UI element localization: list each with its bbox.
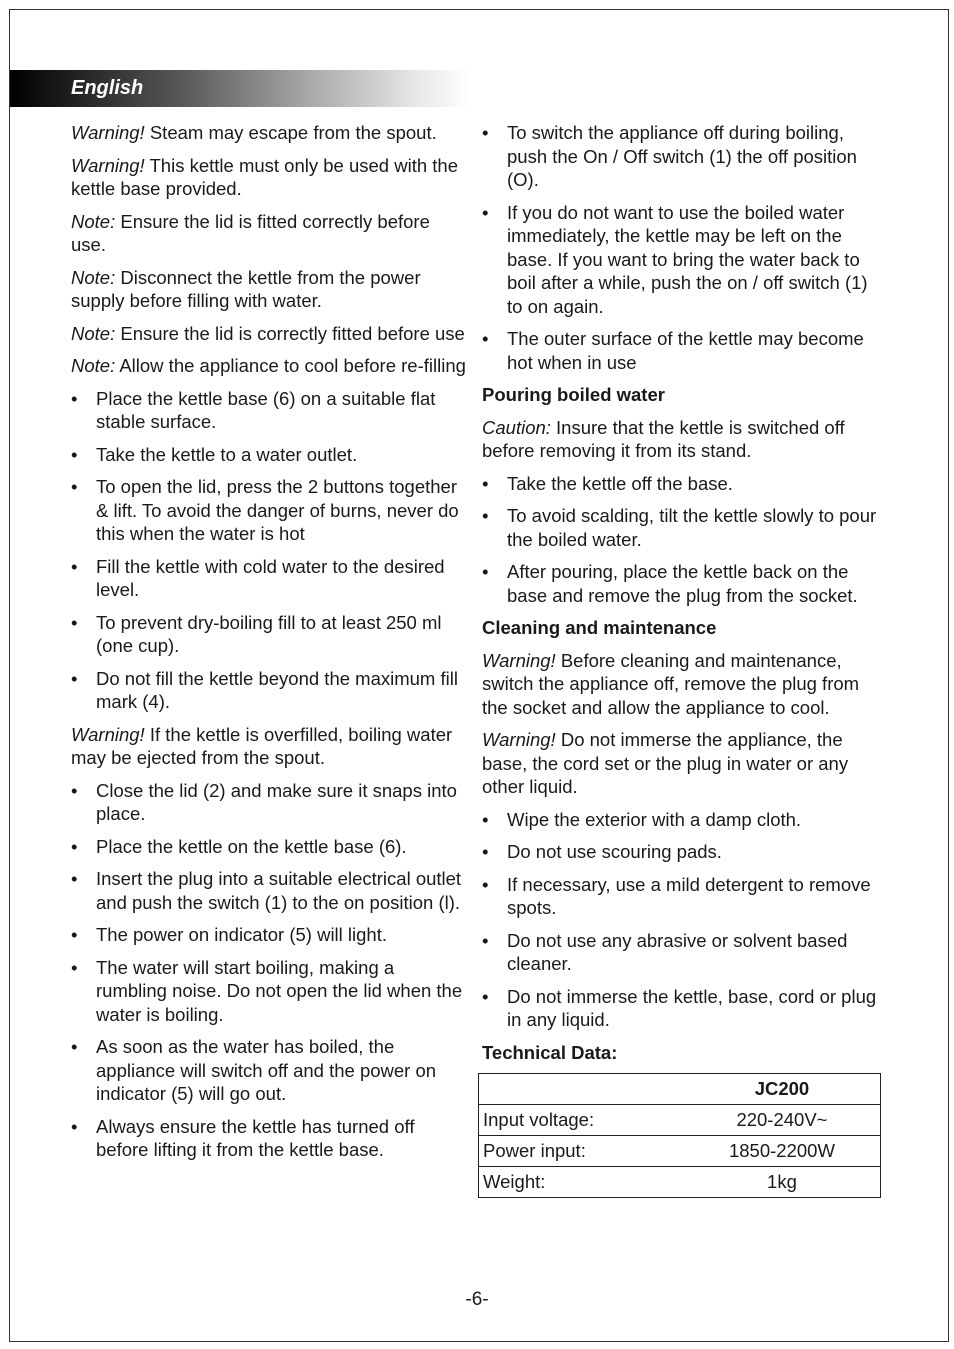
table-cell-value: 1850-2200W	[684, 1136, 881, 1167]
left-notes-1	[71, 121, 466, 378]
cleaning-warning: Warning! Before cleaning and maintenance, switch the appliance off, remove the plug from the socket and allow the appliance to cool.	[482, 649, 860, 718]
technical-data-heading: Technical Data:	[482, 1041, 618, 1063]
list-item: • To switch the appliance off during boiling, push the On / Off switch (1) the off position (O).	[482, 121, 887, 192]
table-cell-label: Weight:	[479, 1167, 684, 1198]
table-cell-label: Power input:	[479, 1136, 684, 1167]
list-item: • Place the kettle on the kettle base (6).	[71, 835, 466, 859]
list-item: • Close the lid (2) and make sure it snaps into place.	[71, 779, 466, 826]
list-item: • If you do not want to use the boiled water immediately, the kettle may be left on the base. If you want to bring the water back to boil after a while, push the on / off switch (1) to on again.	[482, 201, 887, 319]
table-row	[479, 1136, 881, 1167]
list-item: • Fill the kettle with cold water to the desired level.	[71, 555, 466, 602]
list-item: • To open the lid, press the 2 buttons together & lift. To avoid the danger of burns, never do this when the water is hot	[71, 475, 466, 546]
table-cell-label: Input voltage:	[479, 1105, 684, 1136]
table-header-empty	[479, 1074, 684, 1105]
caution-paragraph: Caution: Insure that the kettle is switched off before removing it from its stand.	[482, 416, 845, 461]
list-item: • Insert the plug into a suitable electrical outlet and push the switch (1) to the on position (l).	[71, 867, 466, 914]
page-number: -6-	[465, 1289, 489, 1310]
list-item: • Take the kettle to a water outlet.	[71, 443, 466, 467]
left-bullet-list-1	[71, 387, 466, 714]
note-paragraph: Warning! This kettle must only be used with the kettle base provided.	[71, 154, 458, 199]
list-item: • The power on indicator (5) will light.	[71, 923, 466, 947]
table-row	[479, 1105, 881, 1136]
list-item: • The water will start boiling, making a rumbling noise. Do not open the lid when the water is boiling.	[71, 956, 466, 1027]
list-item: • Wipe the exterior with a damp cloth.	[482, 808, 887, 832]
cleaning-bullet-list	[482, 808, 887, 1032]
pouring-heading: Pouring boiled water	[482, 384, 665, 405]
list-item: • Do not fill the kettle beyond the maximum fill mark (4).	[71, 667, 466, 714]
language-header-bar	[10, 70, 470, 107]
note-paragraph: Note: Allow the appliance to cool before re-filling	[71, 355, 466, 376]
left-bullet-list-2	[71, 779, 466, 1162]
table-row	[479, 1167, 881, 1198]
list-item: • Take the kettle off the base.	[482, 472, 887, 496]
list-item: • Do not immerse the kettle, base, cord or plug in any liquid.	[482, 985, 887, 1032]
table-header-model: JC200	[684, 1074, 881, 1105]
table-header-row	[479, 1074, 881, 1105]
list-item: • To prevent dry-boiling fill to at least 250 ml (one cup).	[71, 611, 466, 658]
note-paragraph: Note: Ensure the lid is correctly fitted before use	[71, 322, 465, 344]
note-paragraph: Warning! Steam may escape from the spout.	[71, 122, 437, 143]
left-column	[71, 121, 466, 1171]
note-paragraph: Note: Disconnect the kettle from the power supply before filling with water.	[71, 266, 421, 311]
list-item: • The outer surface of the kettle may become hot when in use	[482, 327, 887, 374]
cleaning-heading: Cleaning and maintenance	[482, 617, 717, 638]
list-item: • Do not use scouring pads.	[482, 840, 887, 864]
list-item: • Always ensure the kettle has turned off before lifting it from the kettle base.	[71, 1115, 466, 1162]
overfill-warning: Warning! If the kettle is overfilled, boiling water may be ejected from the spout.	[71, 723, 453, 768]
table-cell-value: 220-240V~	[684, 1105, 881, 1136]
list-item: • Do not use any abrasive or solvent based cleaner.	[482, 929, 887, 976]
list-item: • If necessary, use a mild detergent to remove spots.	[482, 873, 887, 920]
list-item: • After pouring, place the kettle back on the base and remove the plug from the socket.	[482, 560, 887, 607]
list-item: • To avoid scalding, tilt the kettle slowly to pour the boiled water.	[482, 504, 887, 551]
table-cell-value: 1kg	[684, 1167, 881, 1198]
list-item: • As soon as the water has boiled, the appliance will switch off and the power on indicator (5) will go out.	[71, 1035, 466, 1106]
list-item: • Place the kettle base (6) on a suitable flat stable surface.	[71, 387, 466, 434]
technical-data-table	[478, 1073, 881, 1198]
note-paragraph: Note: Ensure the lid is fitted correctly before use.	[71, 210, 430, 255]
right-column	[482, 121, 887, 1198]
pouring-bullet-list	[482, 472, 887, 608]
cleaning-warning: Warning! Do not immerse the appliance, the base, the cord set or the plug in water or any other liquid.	[482, 729, 849, 797]
right-bullet-list-1	[482, 121, 887, 374]
language-label: English	[71, 77, 144, 99]
